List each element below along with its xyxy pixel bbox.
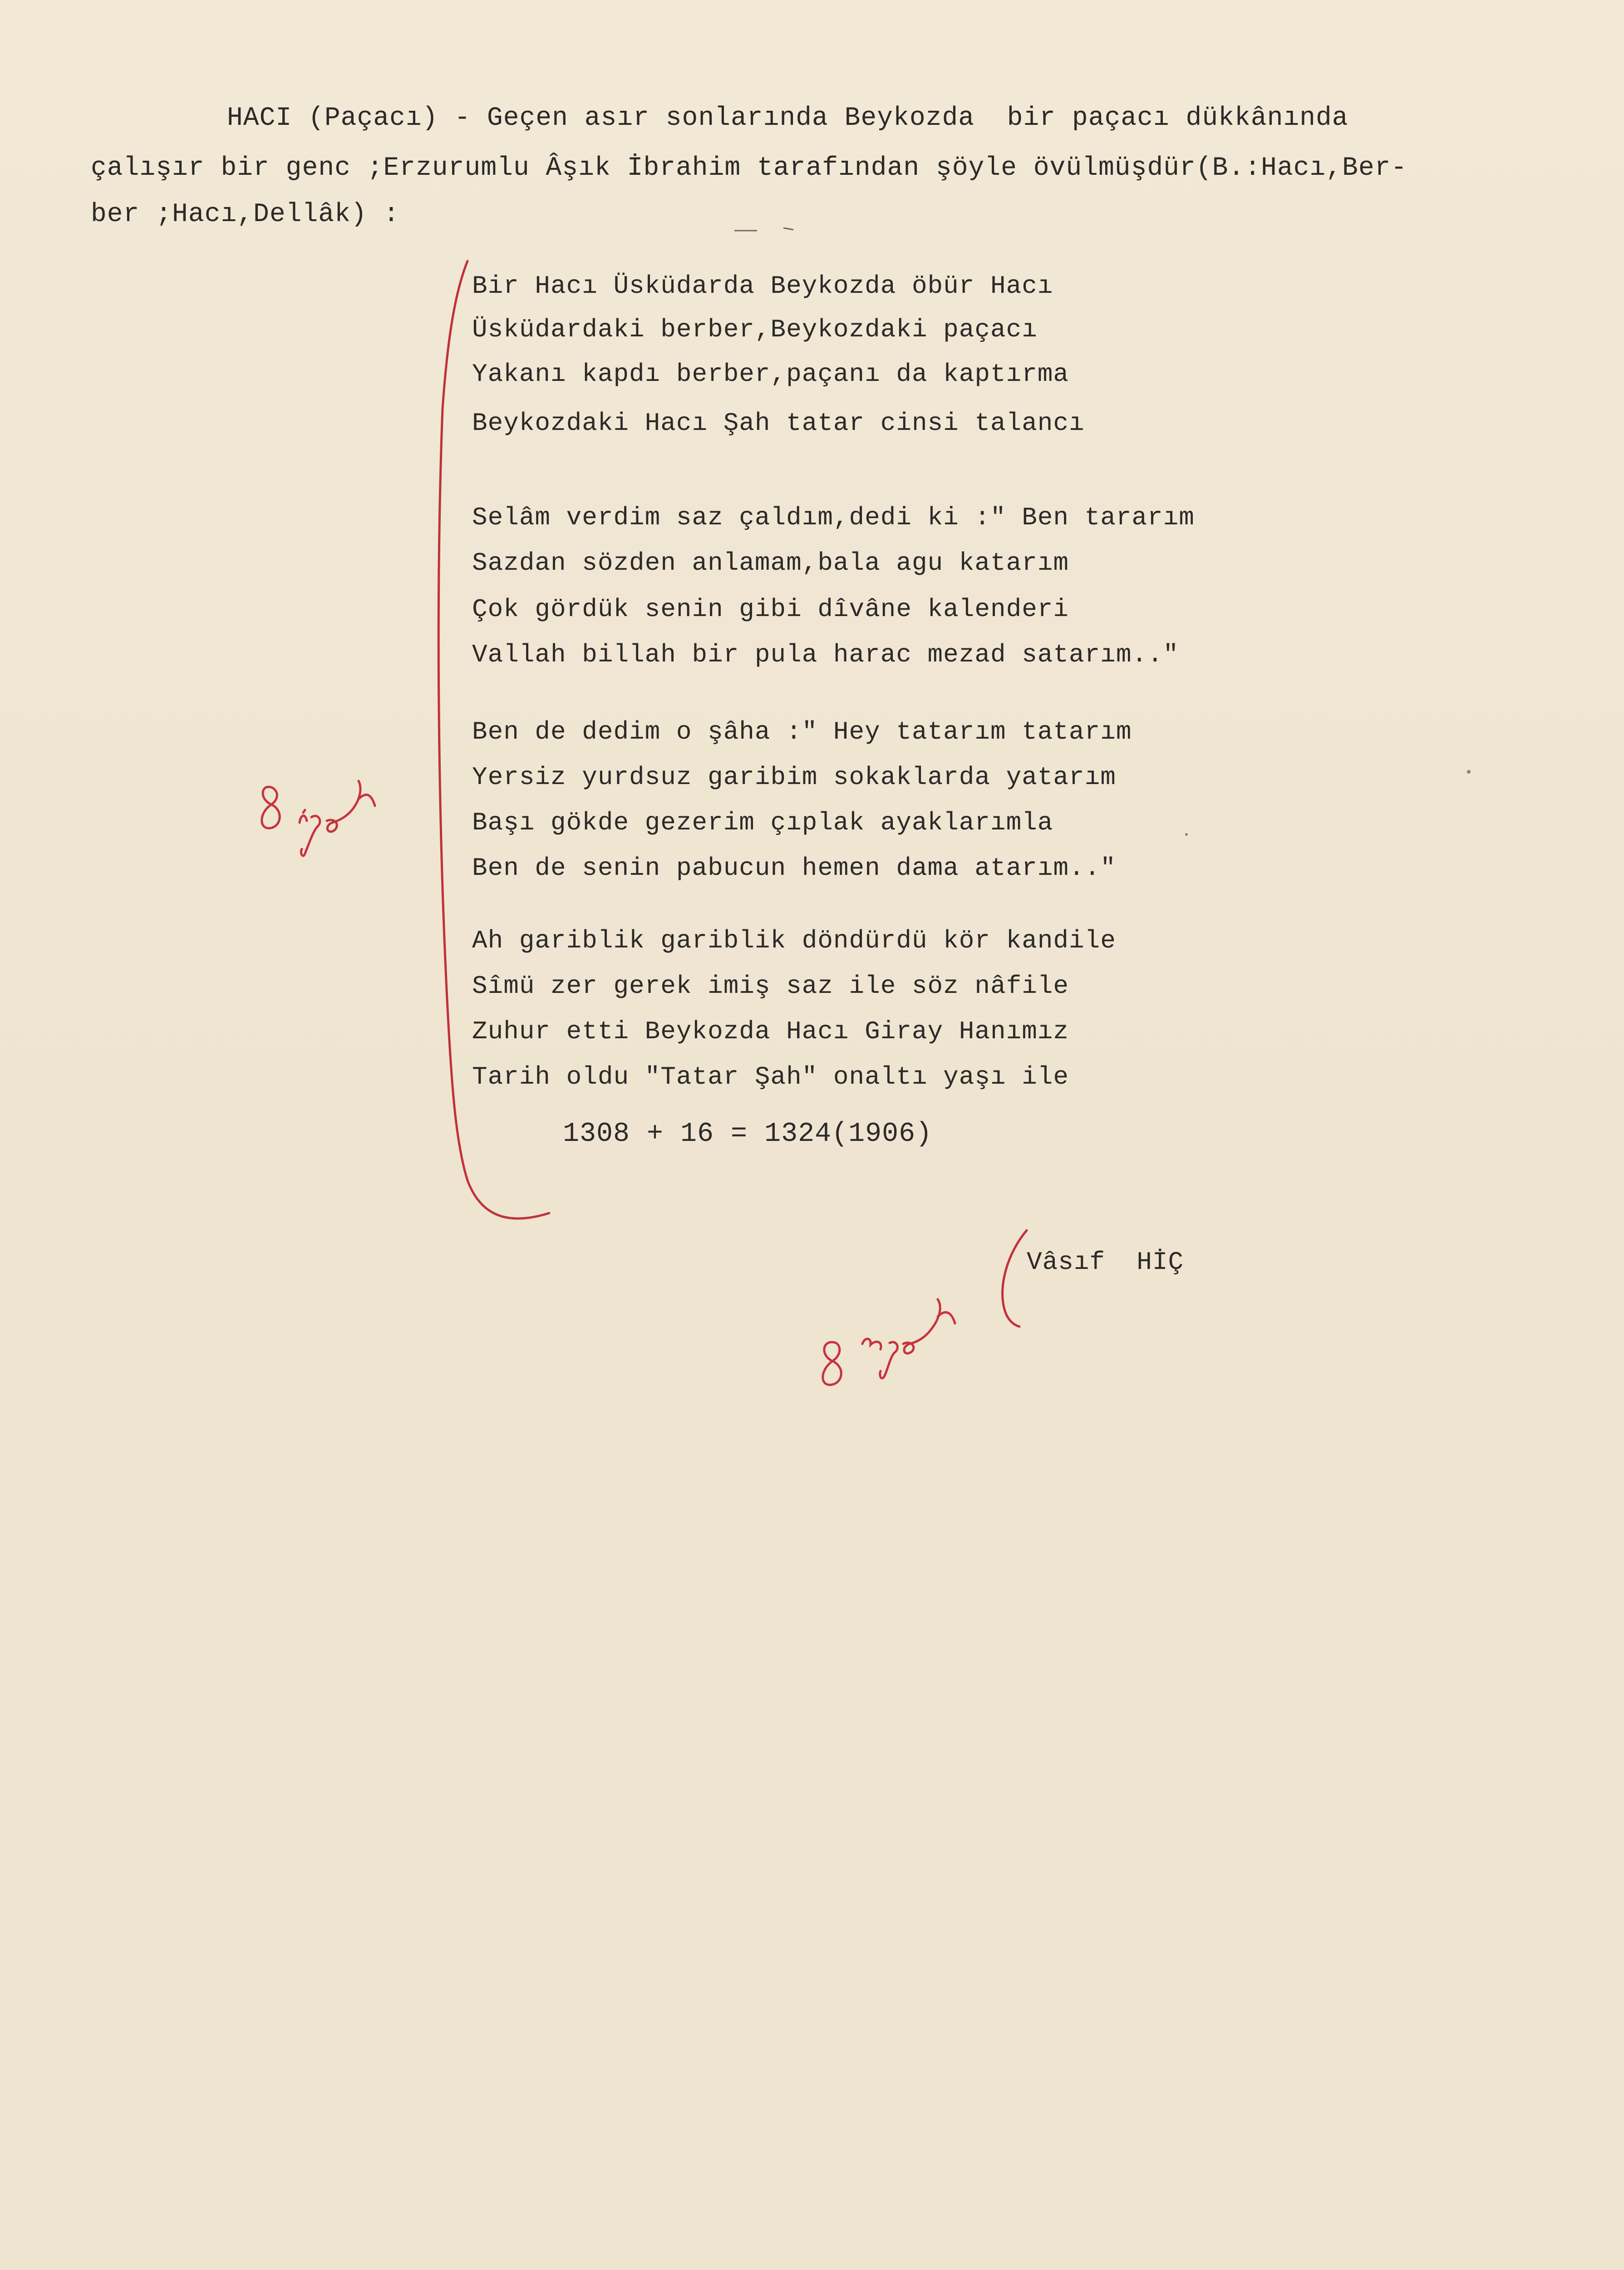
verse-line: Üsküdardaki berber,Beykozdaki paçacı xyxy=(472,315,1038,344)
signature-bracket-mark xyxy=(1003,1230,1027,1327)
paper-speck xyxy=(1185,833,1188,836)
verse-line: Selâm verdim saz çaldım,dedi ki :" Ben tararım xyxy=(472,503,1195,532)
verse-line: Yersiz yurdsuz garibim sokaklarda yatarım xyxy=(472,763,1116,792)
verse-line: Yakanı kapdı berber,paçanı da kaptırma xyxy=(472,360,1069,389)
verse-line: Beykozdaki Hacı Şah tatar cinsi talancı xyxy=(472,409,1085,438)
verse-line: Sazdan sözden anlamam,bala agu katarım xyxy=(472,548,1069,577)
verse-line: Çok gördük senin gibi dîvâne kalenderi xyxy=(472,595,1069,624)
verse-line: Ben de senin pabucun hemen dama atarım.." xyxy=(472,854,1116,883)
verse-line: Sîmü zer gerek imiş saz ile söz nâfile xyxy=(472,972,1069,1001)
pencil-mark xyxy=(734,228,793,231)
header-line-3: ber ;Hacı,Dellâk) : xyxy=(91,200,400,229)
verse-line: Vallah billah bir pula harac mezad satarım.." xyxy=(472,640,1179,669)
verse-line: Zuhur etti Beykozda Hacı Giray Hanımız xyxy=(472,1017,1069,1046)
verse-line: Tarih oldu "Tatar Şah" onaltı yaşı ile xyxy=(472,1062,1069,1091)
margin-handwritten-note xyxy=(262,781,375,856)
paper-speck xyxy=(1467,770,1471,774)
date-calculation: 1308 + 16 = 1324(1906) xyxy=(563,1119,933,1150)
verse-line: Ah gariblik gariblik döndürdü kör kandile xyxy=(472,926,1116,955)
signature-handwritten-note xyxy=(823,1299,955,1385)
header-line-1: HACI (Paçacı) - Geçen asır sonlarında Beykozda bir paçacı dükkânında xyxy=(227,104,1348,133)
signature-name: Vâsıf HİÇ xyxy=(1027,1248,1184,1277)
verse-line: Bir Hacı Üsküdarda Beykozda öbür Hacı xyxy=(472,271,1053,301)
verse-line: Ben de dedim o şâha :" Hey tatarım tatarım xyxy=(472,717,1132,746)
header-line-2: çalışır bir genc ;Erzurumlu Âşık İbrahim tarafından şöyle övülmüşdür(B.:Hacı,Ber- xyxy=(91,153,1407,183)
verse-line: Başı gökde gezerim çıplak ayaklarımla xyxy=(472,808,1053,837)
